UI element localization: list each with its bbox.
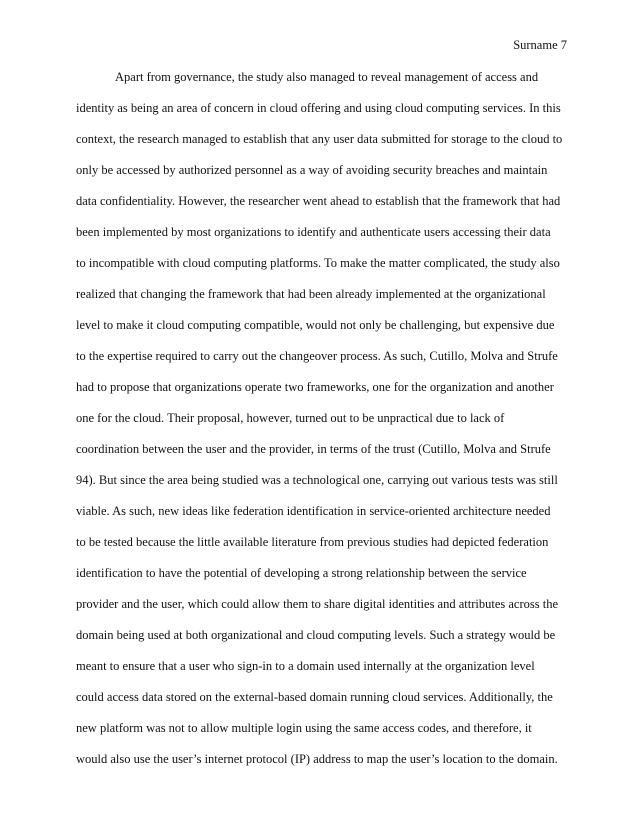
paragraph-line: provider and the user, which could allow them to share digital identities and attributes across the [76,597,559,611]
paragraph-line: would also use the user’s internet protocol (IP) address to map the user’s location to the domain. [76,752,558,766]
paragraph-line: context, the research managed to establish that any user data submitted for storage to the cloud to [76,132,563,146]
body-paragraph [76,62,576,775]
running-head: Surname 7 [513,38,567,52]
paragraph-line: could access data stored on the external-based domain running cloud services. Additionally, the [76,690,553,704]
paragraph-line: data confidentiality. However, the researcher went ahead to establish that the framework that had [76,194,561,208]
paragraph-line: to the expertise required to carry out the changeover process. As such, Cutillo, Molva and Strufe [76,349,558,363]
paragraph-line: only be accessed by authorized personnel as a way of avoiding security breaches and maintain [76,163,548,177]
paragraph-line: meant to ensure that a user who sign-in to a domain used internally at the organization level [76,659,535,673]
paragraph-line: one for the cloud. Their proposal, however, turned out to be unpractical due to lack of [76,411,505,425]
paragraph-line: realized that changing the framework that had been already implemented at the organizational [76,287,546,301]
paragraph-line: level to make it cloud computing compatible, would not only be challenging, but expensive due [76,318,555,332]
paragraph-line: viable. As such, new ideas like federation identification in service-oriented architecture needed [76,504,551,518]
paragraph-line: 94). But since the area being studied was a technological one, carrying out various tests was still [76,473,558,487]
paragraph-line: domain being used at both organizational and cloud computing levels. Such a strategy would be [76,628,556,642]
paragraph-line: been implemented by most organizations to identify and authenticate users accessing their data [76,225,551,239]
paragraph-line: to incompatible with cloud computing platforms. To make the matter complicated, the study also [76,256,560,270]
paragraph-line: coordination between the user and the provider, in terms of the trust (Cutillo, Molva and Strufe [76,442,551,456]
paragraph-line: had to propose that organizations operate two frameworks, one for the organization and another [76,380,554,394]
paragraph-line: identification to have the potential of developing a strong relationship between the service [76,566,527,580]
paragraph-line: Apart from governance, the study also managed to reveal management of access and [115,70,539,84]
paragraph-line: new platform was not to allow multiple login using the same access codes, and therefore, it [76,721,532,735]
paragraph-line: identity as being an area of concern in cloud offering and using cloud computing services. In this [76,101,561,115]
paragraph-line: to be tested because the little available literature from previous studies had depicted federation [76,535,549,549]
